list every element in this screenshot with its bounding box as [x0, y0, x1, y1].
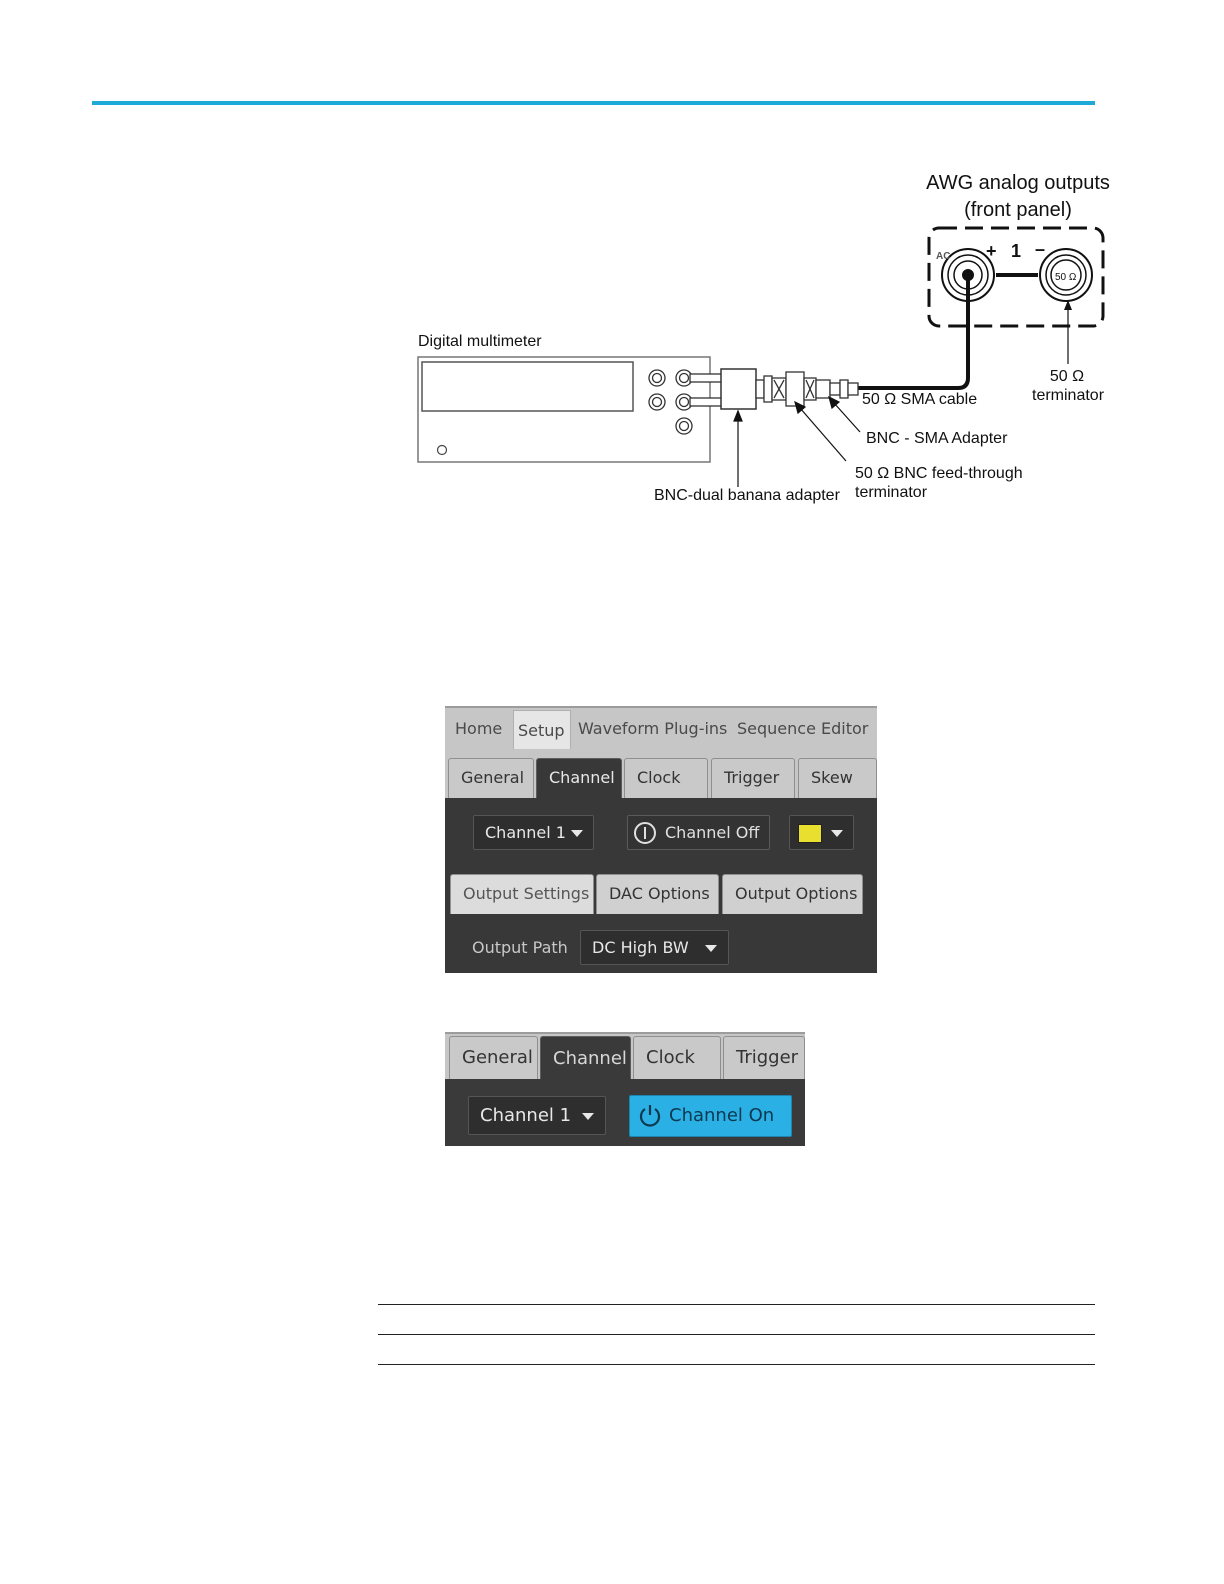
bnc-banana-adapter: [721, 369, 756, 409]
table-rule-bottom: [378, 1364, 1095, 1365]
awg-title-line2: (front panel): [964, 199, 1072, 221]
label-sma-cable: 50 Ω SMA cable: [862, 391, 978, 408]
menu-sequence-editor[interactable]: Sequence Editor: [737, 719, 869, 738]
label-feedthrough-line1: 50 Ω BNC feed-through: [855, 465, 1023, 482]
label-terminator-line2: terminator: [1032, 387, 1105, 404]
channel-off-label: Channel Off: [665, 823, 760, 842]
main-menu-bar: [445, 706, 877, 749]
setup-tabs: [445, 749, 877, 798]
channel-select[interactable]: [473, 815, 594, 850]
setup-tabs: [445, 1032, 805, 1079]
label-terminator: [1032, 367, 1105, 405]
tab-skew[interactable]: Skew: [798, 758, 877, 798]
chevron-down-icon: [582, 1113, 594, 1120]
chevron-down-icon: [831, 830, 843, 837]
label-feedthrough-line2: terminator: [855, 484, 928, 501]
tab-trigger[interactable]: Trigger: [711, 758, 795, 798]
label-bnc-banana: BNC-dual banana adapter: [654, 487, 840, 504]
panel-channel-label: 1: [1011, 241, 1022, 261]
subtab-dac-options[interactable]: DAC Options: [596, 874, 719, 914]
panel-plus-label: +: [986, 241, 997, 261]
power-icon: [633, 821, 657, 845]
bnc-feedthrough-terminator: [786, 372, 804, 406]
panel-ac-label: AC: [936, 251, 951, 262]
awg-title: [918, 170, 1118, 224]
tab-channel[interactable]: Channel: [540, 1036, 631, 1079]
subtab-output-options[interactable]: Output Options: [722, 874, 863, 914]
label-bnc-sma-adapter: BNC - SMA Adapter: [866, 430, 1008, 447]
chevron-down-icon: [705, 945, 717, 952]
diagram-drawing: [0, 0, 1224, 520]
setup-channel-off-screenshot: [445, 706, 877, 973]
power-icon: [637, 1103, 663, 1129]
channel-on-label: Channel On: [669, 1105, 775, 1126]
channel-select[interactable]: [468, 1096, 606, 1135]
output-path-value: DC High BW: [592, 938, 689, 957]
tab-general[interactable]: General: [449, 1036, 538, 1079]
panel-terminator-text: 50 Ω: [1055, 272, 1077, 283]
color-swatch: [798, 824, 822, 843]
label-terminator-line1: 50 Ω: [1049, 368, 1085, 385]
channel-select-value: Channel 1: [485, 823, 566, 842]
subtab-output-settings[interactable]: Output Settings: [450, 874, 594, 914]
table-rule-top: [378, 1304, 1095, 1305]
channel-select-value: Channel 1: [480, 1105, 572, 1126]
bnc-sma-adapter: [816, 380, 830, 398]
chevron-down-icon: [571, 830, 583, 837]
channel-off-button[interactable]: [627, 815, 770, 850]
tab-general[interactable]: General: [448, 758, 534, 798]
tab-channel[interactable]: Channel: [536, 758, 622, 798]
menu-home[interactable]: Home: [455, 719, 503, 738]
multimeter-display: [422, 362, 633, 411]
awg-title-line1: AWG analog outputs: [926, 172, 1110, 194]
menu-waveform-plugins[interactable]: Waveform Plug-ins: [578, 719, 728, 738]
output-path-select[interactable]: [580, 930, 729, 965]
table-rule-middle: [378, 1334, 1095, 1335]
tab-trigger[interactable]: Trigger: [723, 1036, 805, 1079]
panel-minus-label: –: [1035, 239, 1046, 259]
channel-subtabs: [445, 870, 877, 914]
label-digital-multimeter: Digital multimeter: [418, 333, 542, 350]
channel-on-screenshot: [445, 1032, 805, 1146]
channel-color-select[interactable]: [789, 815, 854, 850]
channel-on-button[interactable]: [629, 1095, 792, 1137]
tab-clock[interactable]: Clock: [633, 1036, 721, 1079]
output-path-label: Output Path: [472, 938, 568, 957]
menu-setup[interactable]: Setup: [513, 710, 571, 754]
label-feedthrough: [855, 464, 1023, 502]
tab-clock[interactable]: Clock: [624, 758, 708, 798]
